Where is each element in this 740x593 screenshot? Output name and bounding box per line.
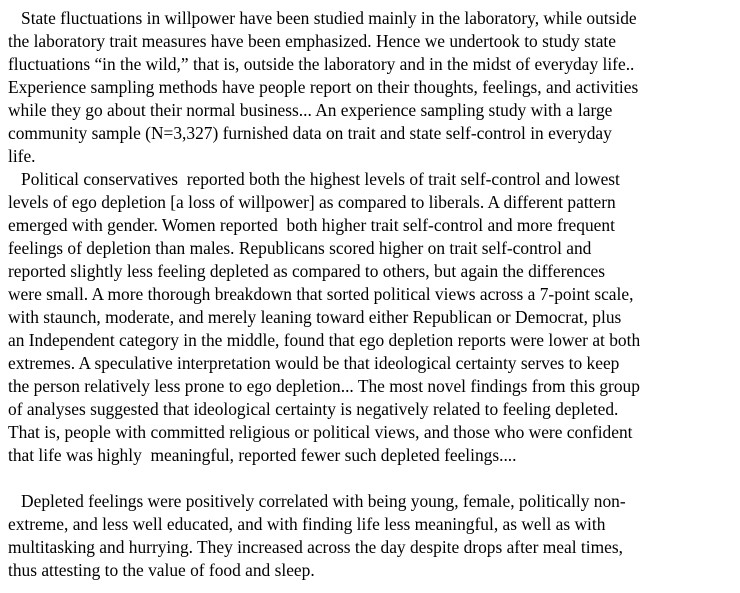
text-line: Depleted feelings were positively correlated with being young, female, politically non- — [8, 491, 626, 511]
paragraph-depleted-feelings — [8, 490, 736, 582]
text-line: Political conservatives reported both the highest levels of trait self-control and lowest — [8, 169, 620, 189]
text-line: the person relatively less prone to ego depletion... The most novel findings from this group — [8, 376, 640, 396]
text-line: that life was highly meaningful, reported fewer such depleted feelings.... — [8, 445, 517, 465]
text-line: an Independent category in the middle, found that ego depletion reports were lower at both — [8, 330, 641, 350]
text-line: extremes. A speculative interpretation would be that ideological certainty serves to keep — [8, 353, 620, 373]
text-line: life. — [8, 146, 36, 166]
text-line: feelings of depletion than males. Republicans scored higher on trait self-control and — [8, 238, 592, 258]
text-line: That is, people with committed religious or political views, and those who were confident — [8, 422, 633, 442]
paragraph-political-conservatives — [8, 168, 736, 490]
document-body — [8, 7, 736, 582]
text-line: levels of ego depletion [a loss of willpower] as compared to liberals. A different pattern — [8, 192, 616, 212]
text-line: while they go about their normal business... An experience sampling study with a large — [8, 100, 613, 120]
text-line: of analyses suggested that ideological certainty is negatively related to feeling depleted. — [8, 399, 619, 419]
text-line — [8, 467, 736, 490]
text-line: community sample (N=3,327) furnished data on trait and state self-control in everyday — [8, 123, 612, 143]
text-line: extreme, and less well educated, and with finding life less meaningful, as well as with — [8, 514, 606, 534]
text-line: were small. A more thorough breakdown that sorted political views across a 7-point scale, — [8, 284, 634, 304]
text-line: State fluctuations in willpower have been studied mainly in the laboratory, while outside — [8, 8, 637, 28]
text-line: thus attesting to the value of food and sleep. — [8, 560, 315, 580]
text-line: emerged with gender. Women reported both higher trait self-control and more frequent — [8, 215, 615, 235]
text-line: with staunch, moderate, and merely leaning toward either Republican or Democrat, plus — [8, 307, 622, 327]
text-line: the laboratory trait measures have been emphasized. Hence we undertook to study state — [8, 31, 616, 51]
text-line: reported slightly less feeling depleted as compared to others, but again the differences — [8, 261, 606, 281]
paragraph-state-fluctuations — [8, 7, 736, 168]
text-line: fluctuations “in the wild,” that is, outside the laboratory and in the midst of everyday life.. — [8, 54, 635, 74]
text-line: multitasking and hurrying. They increased across the day despite drops after meal times, — [8, 537, 623, 557]
text-line: Experience sampling methods have people report on their thoughts, feelings, and activities — [8, 77, 639, 97]
